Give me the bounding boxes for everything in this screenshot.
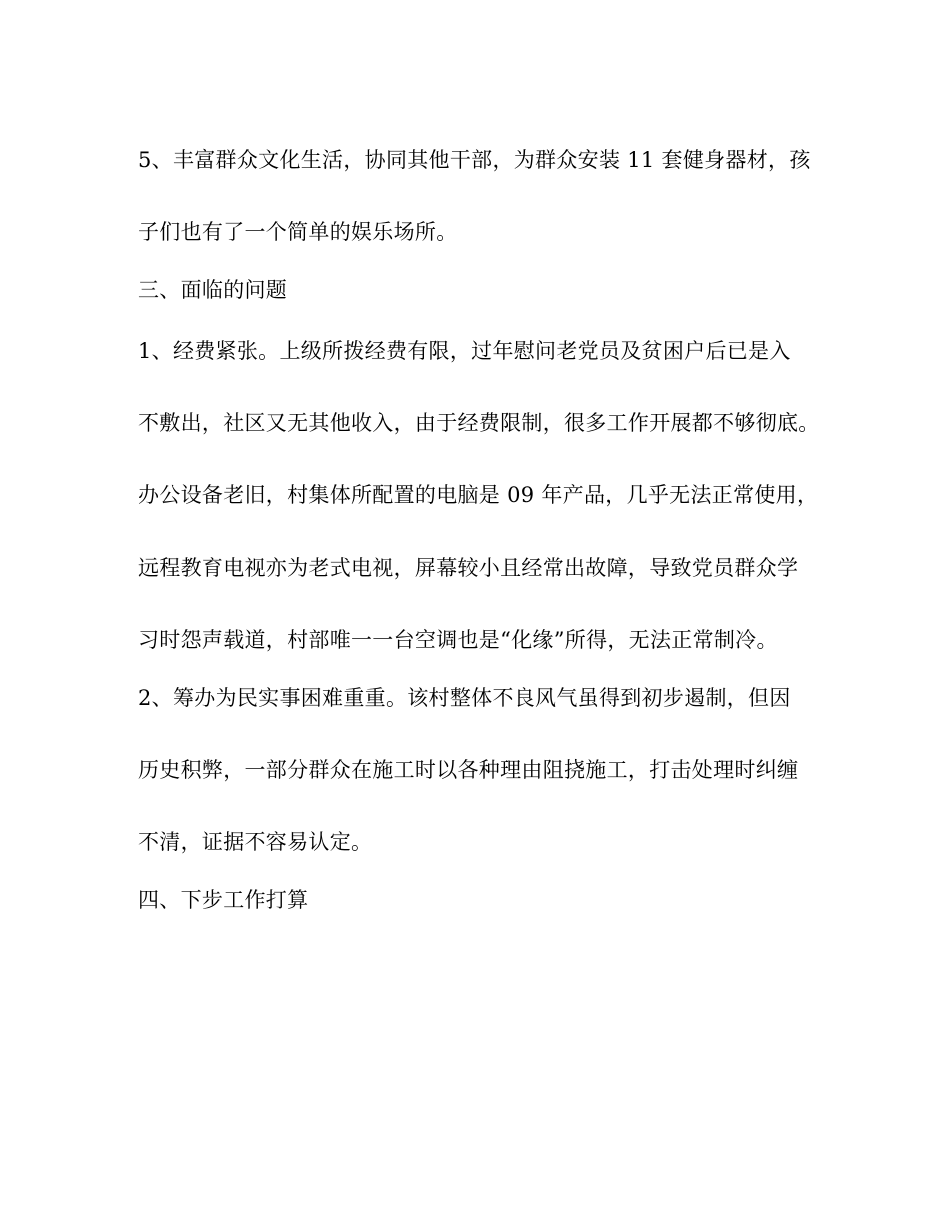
text-line: 历史积弊，一部分群众在施工时以各种理由阻挠施工，打击处理时纠缠 xyxy=(138,758,799,782)
text-line: 2、筹办为民实事困难重重。该村整体不良风气虽得到初步遏制，但因 xyxy=(138,686,791,710)
text-line: 习时怨声载道，村部唯一一台空调也是“化缘”所得，无法正常制冷。 xyxy=(138,628,778,652)
text-line: 远程教育电视亦为老式电视，屏幕较小且经常出故障，导致党员群众学 xyxy=(138,556,799,580)
text-line: 不敷出，社区又无其他收入，由于经费限制，很多工作开展都不够彻底。 xyxy=(138,411,820,435)
text-line: 1、经费紧张。上级所拨经费有限，过年慰问老党员及贫困户后已是入 xyxy=(138,339,791,363)
text-line: 5、丰富群众文化生活，协同其他干部，为群众安装 11 套健身器材，孩 xyxy=(138,148,811,172)
text-line: 子们也有了一个简单的娱乐场所。 xyxy=(138,220,458,244)
text-line: 不清，证据不容易认定。 xyxy=(138,830,373,854)
section-heading: 四、下步工作打算 xyxy=(138,888,309,912)
section-heading: 三、面临的问题 xyxy=(138,278,288,302)
text-line: 办公设备老旧，村集体所配置的电脑是 09 年产品，几乎无法正常使用， xyxy=(138,483,819,507)
